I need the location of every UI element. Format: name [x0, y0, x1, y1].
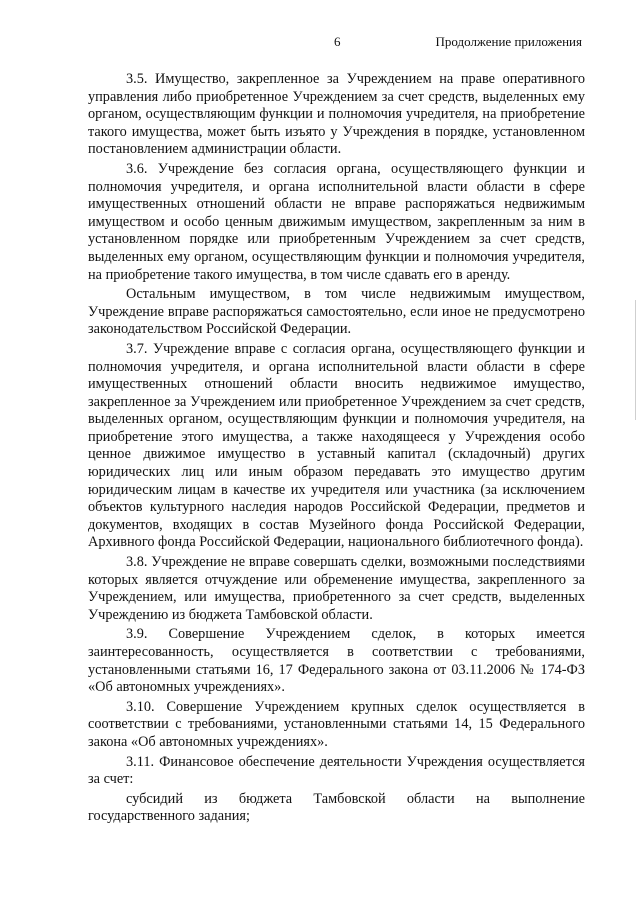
continuation-note: Продолжение приложения: [435, 34, 582, 49]
page-number: 6: [334, 34, 341, 49]
paragraph-3-5: 3.5. Имущество, закрепленное за Учреждением на праве оперативного управления либо приобретенное Учреждением за счет средств, выделенных ему органом, осуществляющим функции и полномочия учредителя, на приобретение такого имущества, может быть изъято у Учреждения в порядке, установленном постановлением администрации области.: [88, 71, 585, 158]
scan-edge-mark: [635, 300, 640, 420]
page-header: [0, 34, 640, 52]
paragraph-other-property: Остальным имуществом, в том числе недвижимым имуществом, Учреждение вправе распоряжаться самостоятельно, если иное не предусмотрено законодательством Российской Федерации.: [88, 286, 585, 338]
paragraph-subsidies: субсидий из бюджета Тамбовской области на выполнение государственного задания;: [88, 790, 585, 825]
paragraph-3-8: 3.8. Учреждение не вправе совершать сделки, возможными последствиями которых является отчуждение или обременение имущества, закрепленного за Учреждением, или имущества, приобретенного за счет средств, выделенных Учреждению из бюджета Тамбовской области.: [88, 554, 585, 623]
paragraph-3-10: 3.10. Совершение Учреждением крупных сделок осуществляется в соответствии с требованиями, установленными статьями 14, 15 Федерального закона «Об автономных учреждениях».: [88, 698, 585, 750]
paragraph-3-9: 3.9. Совершение Учреждением сделок, в которых имеется заинтересованность, осуществляется в соответствии с требованиями, установленными статьями 16, 17 Федерального закона от 03.11.2006 № 174-ФЗ «Об автономных учреждениях».: [88, 626, 585, 696]
document-body: [88, 71, 585, 828]
paragraph-3-6: 3.6. Учреждение без согласия органа, осуществляющего функции и полномочия учредителя, и органа исполнительной власти области в сфере имущественных отношений области не вправе распоряжаться недвижимым имуществом и особо ценным движимым имуществом, закрепленным за ним в установленном порядке или приобретенным Учреждением за счет средств, выделенных ему органом, осуществляющим функции и полномочия учредителя, на приобретение такого имущества, в том числе сдавать его в аренду.: [88, 160, 585, 283]
paragraph-3-7: 3.7. Учреждение вправе с согласия органа, осуществляющего функции и полномочия учредителя, и органа исполнительной власти области в сфере имущественных отношений области вносить недвижимое имущество, закрепленное за Учреждением или приобретенное Учреждением за счет средств, выделенных органом, осуществляющим функции и полномочия учредителя, на приобретение этого имущества, а также находящееся у Учреждения особо ценное движимое имущество в уставный капитал (складочный) других юридических лиц или иным образом передавать это имущество другим юридическим лицам в качестве их учредителя или участника (за исключением объектов культурного наследия народов Российской Федерации, предметов и документов, входящих в состав Музейного фонда Российской Федерации, Архивного фонда Российской Федерации, национального библиотечного фонда).: [88, 340, 585, 551]
paragraph-3-11: 3.11. Финансовое обеспечение деятельности Учреждения осуществляется за счет:: [88, 753, 585, 788]
